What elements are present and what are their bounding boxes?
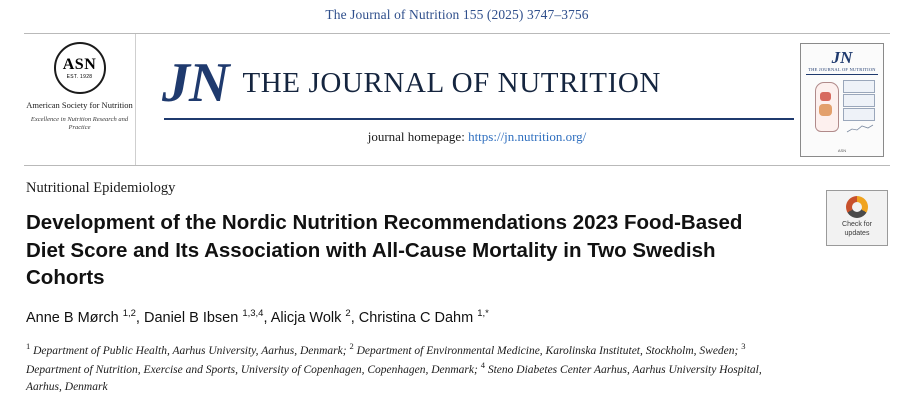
- author-affiliation-marks: 1,2: [122, 308, 136, 320]
- article-header: [26, 180, 888, 396]
- affiliation-text: Department of Nutrition, Exercise and Sports, University of Copenhagen, Copenhagen, Denmark;: [26, 364, 481, 377]
- cover-organ-secondary-icon: [819, 104, 832, 116]
- author-separator: ,: [350, 309, 359, 326]
- cover-artwork: [807, 78, 877, 136]
- cover-organ-icon: [820, 92, 831, 101]
- journal-masthead: [24, 33, 890, 166]
- masthead-center: [136, 34, 800, 165]
- cover-panel-2: [843, 94, 875, 107]
- affiliation-marker: 3: [741, 340, 746, 351]
- article-section-label: Nutritional Epidemiology: [26, 180, 176, 196]
- journal-logo-jn: JN: [162, 52, 229, 115]
- author-separator: ,: [135, 309, 144, 326]
- page-title: Development of the Nordic Nutrition Recommendations 2023 Food-Based Diet Score and Its Association with All-Cause Mortality in Two Swedish Cohorts: [26, 211, 743, 290]
- society-tagline: Excellence in Nutrition Research and Practice: [30, 115, 129, 132]
- affiliation-marker: 4: [480, 360, 485, 371]
- society-name: American Society for Nutrition: [26, 100, 133, 110]
- affiliation-marker: 2: [349, 340, 354, 351]
- running-head: The Journal of Nutrition 155 (2025) 3747–3756: [325, 7, 589, 22]
- cover-logo-jn: JN: [831, 47, 853, 67]
- cover-panel-3: [843, 108, 875, 121]
- crossmark-icon: [846, 196, 868, 218]
- author-list: [26, 308, 888, 326]
- asn-seal-est: EST. 1928: [66, 73, 93, 80]
- crossmark-label: [842, 221, 872, 239]
- asn-seal-icon: [54, 42, 106, 94]
- journal-title-row: [162, 52, 792, 115]
- journal-homepage-label: journal homepage:: [367, 128, 465, 144]
- journal-homepage-link[interactable]: https://jn.nutrition.org/: [468, 128, 587, 144]
- cover-chart-icon: [846, 124, 874, 134]
- society-logo: [24, 34, 136, 165]
- author-separator: ,: [263, 309, 271, 326]
- affiliation-marker: 1: [26, 340, 31, 351]
- author-name: Daniel B Ibsen: [143, 309, 243, 326]
- affiliation-text: Department of Public Health, Aarhus University, Aarhus, Denmark;: [30, 344, 350, 357]
- journal-homepage: [162, 129, 792, 145]
- cover-divider: [806, 74, 878, 75]
- crossmark-badge[interactable]: [826, 190, 888, 246]
- author-affiliation-marks: 1,3,4: [242, 308, 264, 320]
- journal-title-words: THE JOURNAL OF NUTRITION: [242, 66, 661, 99]
- affiliation-text: Steno Diabetes Center Aarhus, Aarhus University Hospital, Aarhus, Denmark: [26, 364, 762, 393]
- author-name: Alicja Wolk: [270, 309, 346, 326]
- masthead-rule: [164, 118, 794, 120]
- affiliation-text: Department of Environmental Medicine, Karolinska Institutet, Stockholm, Sweden;: [353, 344, 742, 357]
- author-affiliation-marks: 2: [345, 308, 351, 320]
- cover-subtitle: THE JOURNAL OF NUTRITION: [808, 66, 876, 72]
- asn-seal-abbr: ASN: [62, 55, 97, 73]
- author-name: Anne B Mørch: [26, 309, 123, 326]
- cover-panel-1: [843, 80, 875, 93]
- author-affiliation-marks: 1,*: [477, 308, 489, 320]
- crossmark-label-line1: Check for: [842, 221, 872, 228]
- affiliation-list: [26, 340, 786, 396]
- cover-footer: ASN: [837, 147, 847, 153]
- journal-cover-thumbnail[interactable]: [800, 43, 884, 157]
- crossmark-label-line2: updates: [844, 229, 870, 237]
- author-name: Christina C Dahm: [358, 309, 478, 326]
